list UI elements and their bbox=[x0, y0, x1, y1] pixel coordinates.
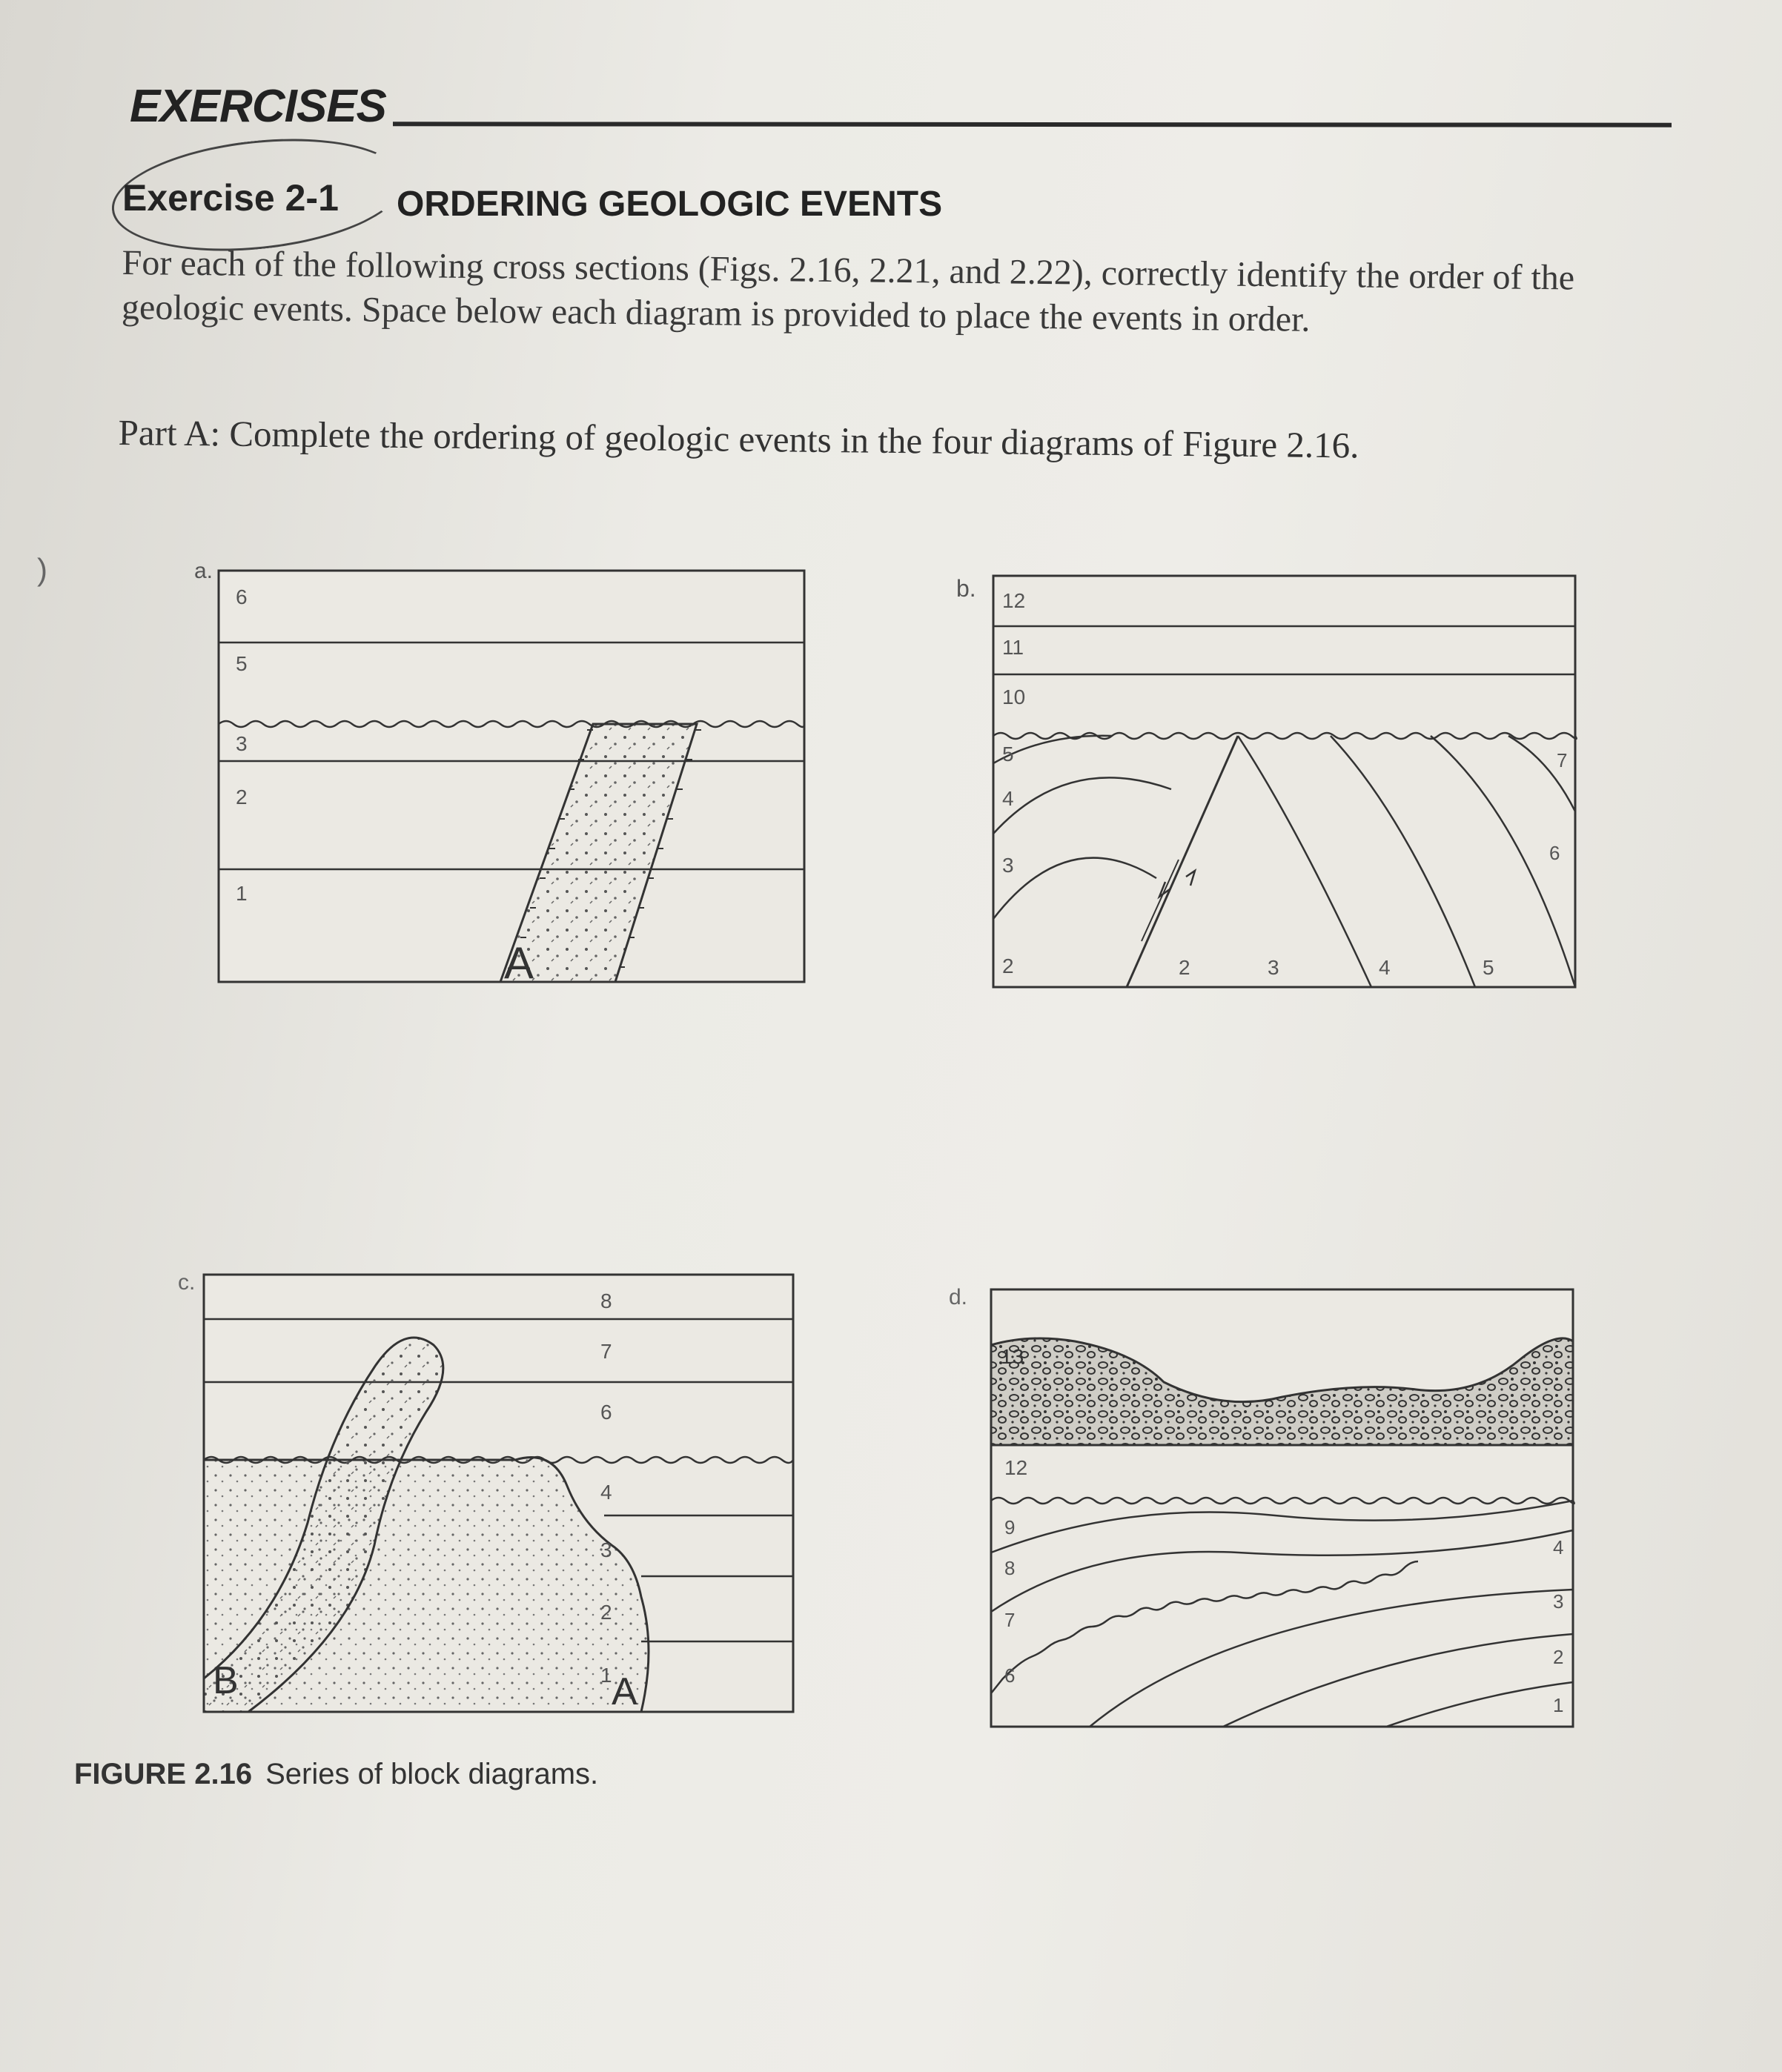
figure-caption-text: Series of block diagrams. bbox=[265, 1758, 599, 1790]
diagram-a-layer-5: 5 bbox=[236, 652, 248, 675]
diagram-d-right-2: 2 bbox=[1553, 1646, 1564, 1668]
diagram-d-layer-12: 12 bbox=[1004, 1456, 1028, 1479]
diagram-d-layer-8: 8 bbox=[1004, 1557, 1016, 1579]
diagram-d-layer-13: 13 bbox=[1001, 1345, 1024, 1368]
diagram-c-layer-4: 4 bbox=[600, 1481, 612, 1504]
diagram-b-bottom-3: 3 bbox=[1268, 956, 1279, 979]
diagram-a-intrusion-label: A bbox=[504, 938, 534, 988]
diagram-b-layer-10: 10 bbox=[1002, 685, 1026, 708]
diagram-d-right-4: 4 bbox=[1553, 1536, 1564, 1558]
diagram-a-layer-3: 3 bbox=[236, 732, 248, 755]
diagram-b-bottom-5: 5 bbox=[1483, 956, 1494, 979]
diagram-c-layer-1: 1 bbox=[600, 1664, 612, 1687]
diagram-c bbox=[167, 1264, 819, 1723]
diagram-b-layer-11: 11 bbox=[1002, 636, 1024, 659]
diagram-c-layer-2: 2 bbox=[600, 1601, 612, 1624]
diagram-a bbox=[178, 559, 845, 1004]
diagram-c-layer-3: 3 bbox=[600, 1538, 612, 1561]
diagram-d-letter: d. bbox=[949, 1285, 968, 1309]
diagram-a-layer-6: 6 bbox=[236, 585, 248, 608]
diagram-a-letter: a. bbox=[194, 559, 213, 583]
diagram-d-layer-9: 9 bbox=[1004, 1516, 1016, 1538]
diagram-d-right-3: 3 bbox=[1553, 1590, 1564, 1613]
diagram-b-layer-12: 12 bbox=[1002, 589, 1026, 612]
diagram-a-layer-2: 2 bbox=[236, 786, 248, 808]
diagram-b bbox=[956, 567, 1601, 997]
figure-number: FIGURE 2.16 bbox=[74, 1758, 253, 1790]
exercise-title: ORDERING GEOLOGIC EVENTS bbox=[397, 185, 943, 224]
diagram-c-intrusion-a: A bbox=[612, 1670, 637, 1713]
exercise-label: Exercise 2-1 bbox=[122, 177, 339, 219]
diagram-d-layer-7: 7 bbox=[1004, 1609, 1016, 1631]
diagram-b-right-7: 7 bbox=[1557, 749, 1568, 771]
diagram-b-layer-5: 5 bbox=[1002, 743, 1014, 766]
figure-caption bbox=[74, 1758, 598, 1791]
diagram-b-layer-4: 4 bbox=[1002, 787, 1014, 810]
diagram-b-bottom-4: 4 bbox=[1379, 956, 1391, 979]
diagram-c-layer-7: 7 bbox=[600, 1340, 612, 1363]
margin-pencil-mark: ) bbox=[37, 552, 47, 587]
diagram-d bbox=[941, 1278, 1594, 1738]
diagram-a-layer-1: 1 bbox=[236, 882, 248, 905]
diagram-b-bottom-2: 2 bbox=[1179, 956, 1190, 979]
diagram-b-letter: b. bbox=[956, 575, 976, 602]
diagram-c-layer-6: 6 bbox=[600, 1401, 612, 1424]
part-a-instruction: Part A: Complete the ordering of geologic events in the four diagrams of Figure 2.16. bbox=[118, 411, 1359, 466]
diagram-b-layer-2: 2 bbox=[1002, 954, 1014, 977]
diagram-c-layer-8: 8 bbox=[600, 1289, 612, 1312]
diagram-c-letter: c. bbox=[178, 1270, 196, 1295]
section-heading: EXERCISES bbox=[130, 81, 386, 132]
diagram-b-right-6: 6 bbox=[1549, 842, 1560, 864]
diagram-d-layer-6: 6 bbox=[1004, 1664, 1016, 1687]
instructions-paragraph: For each of the following cross sections (Figs. 2.16, 2.21, and 2.22), correctly identify the order of the geologic events. Space below each diagram is provided to place the events in order. bbox=[121, 242, 1575, 339]
diagram-d-right-1: 1 bbox=[1553, 1694, 1564, 1716]
diagram-c-intrusion-b: B bbox=[213, 1659, 239, 1702]
diagram-b-layer-3: 3 bbox=[1002, 854, 1014, 877]
